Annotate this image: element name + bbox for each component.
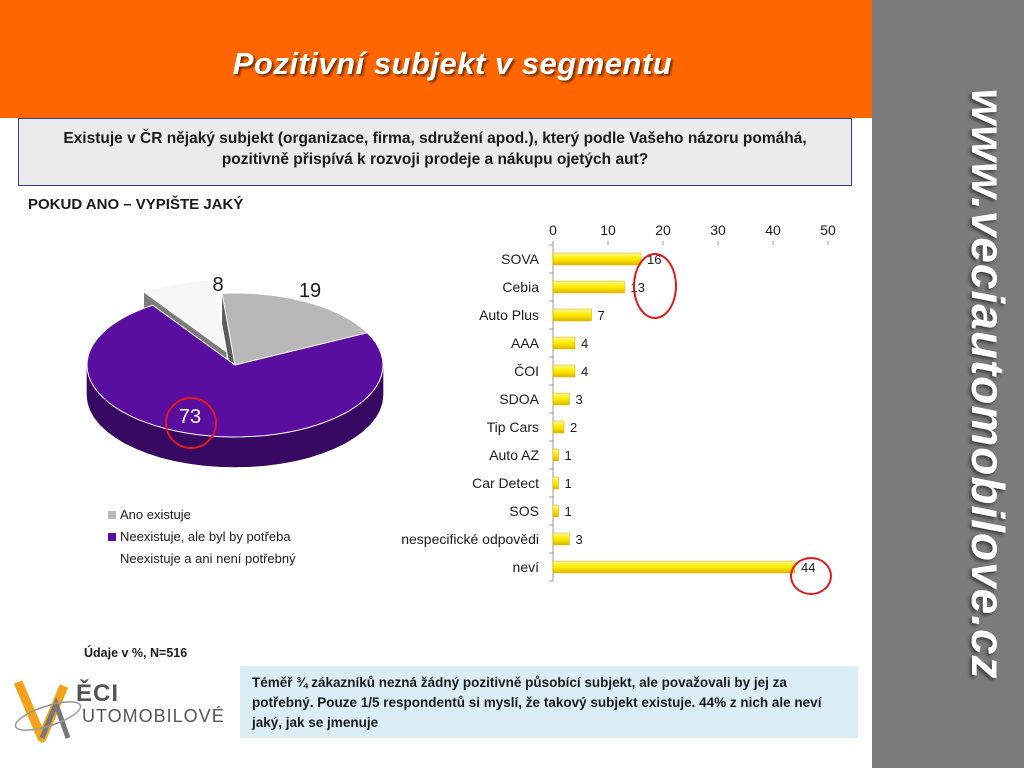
bar-category-label-10: nespecifické odpovědi	[401, 531, 539, 547]
bar-value-label-5: 3	[575, 392, 583, 407]
highlight-circle-pie	[165, 397, 217, 449]
summary-box	[240, 666, 858, 738]
bar-0	[553, 253, 641, 265]
bar-tick-label-50: 50	[820, 222, 836, 238]
bar-category-label-9: SOS	[509, 503, 539, 519]
bar-8	[553, 477, 559, 489]
bar-value-label-3: 4	[581, 336, 589, 351]
legend-item-neexistuje-nepotrebny	[108, 550, 296, 572]
summary-line-3: jaký, jak se jmenuje	[252, 715, 379, 730]
bar-tick-label-10: 10	[600, 222, 616, 238]
pie-value-label-1: 73	[178, 406, 202, 428]
summary-line-1: Téměř ¾ zákazníků nezná žádný pozitivně působící subjekt, ale považovali by jej za	[252, 675, 787, 690]
highlight-circle-nevi	[790, 557, 832, 595]
data-note: Údaje v %, N=516	[84, 646, 188, 660]
bar-category-label-5: SDOA	[499, 391, 539, 407]
bar-7	[553, 449, 559, 461]
bar-value-label-10: 3	[575, 532, 583, 547]
legend-label-neexistuje-potreba: Neexistuje, ale byl by potřeba	[120, 529, 291, 544]
pie-value-label-2: 8	[212, 274, 224, 296]
bar-category-label-2: Auto Plus	[479, 307, 539, 323]
legend-item-neexistuje-potreba	[108, 528, 296, 550]
bar-value-label-7: 1	[564, 448, 572, 463]
bar-category-label-4: ČOI	[514, 363, 539, 379]
legend-swatch-neexistuje-potreba	[108, 533, 116, 541]
bar-category-label-1: Cebia	[502, 279, 539, 295]
bar-9	[553, 505, 559, 517]
bar-category-label-3: AAA	[510, 335, 539, 351]
bar-value-label-4: 4	[581, 364, 589, 379]
bar-6	[553, 421, 564, 433]
question-box	[18, 118, 852, 186]
legend-label-neexistuje-nepotrebny: Neexistuje a ani není potřebný	[120, 551, 296, 566]
logo	[12, 676, 225, 744]
summary-line-2: potřebný. Pouze 1/5 respondentů si myslí, že takový subjekt existuje. 44% z nich ale neví	[252, 695, 822, 710]
bar-category-label-7: Auto AZ	[489, 447, 539, 463]
bar-category-label-0: SOVA	[501, 251, 539, 267]
bar-3	[553, 337, 575, 349]
bar-value-label-6: 2	[570, 420, 578, 435]
bar-5	[553, 393, 570, 405]
bar-value-label-8: 1	[564, 476, 572, 491]
bar-value-label-9: 1	[564, 504, 572, 519]
website-url: www.veciautomobilove.cz	[962, 88, 1014, 680]
bar-2	[553, 309, 592, 321]
logo-text-automobilove: UTOMOBILOVÉ	[82, 706, 225, 726]
legend-item-ano	[108, 506, 296, 528]
bar-value-label-2: 7	[597, 308, 605, 323]
question-line-1: Existuje v ČR nějaký subjekt (organizace, firma, sdružení apod.), který podle Vašeho názoru pomáhá,	[63, 130, 807, 147]
pie-value-label-0: 19	[298, 280, 322, 302]
legend-label-ano: Ano existuje	[120, 507, 191, 522]
bar-value-label-1: 13	[630, 280, 645, 295]
pie-chart	[70, 255, 400, 485]
bar-value-label-11: 44	[801, 560, 816, 575]
bar-tick-label-40: 40	[765, 222, 781, 238]
bar-category-label-6: Tip Cars	[486, 419, 539, 435]
bar-11	[553, 561, 795, 573]
bar-chart	[390, 210, 850, 595]
bar-tick-label-20: 20	[655, 222, 671, 238]
page-title: Pozitivní subjekt v segmentu	[232, 46, 673, 81]
logo-mark-icon	[12, 676, 82, 744]
bar-category-label-8: Car Detect	[472, 475, 539, 491]
bar-10	[553, 533, 570, 545]
question-line-2: pozitivně přispívá k rozvoji prodeje a nákupu ojetých aut?	[221, 151, 649, 168]
bar-tick-label-30: 30	[710, 222, 726, 238]
highlight-circle-sova-cebia	[630, 253, 677, 319]
pie-legend	[108, 506, 296, 572]
bar-tick-label-0: 0	[549, 222, 557, 238]
logo-text-veci: ĚCI	[76, 680, 120, 707]
bar-category-label-11: neví	[512, 559, 539, 575]
bar-4	[553, 365, 575, 377]
bar-value-label-0: 16	[647, 252, 662, 267]
sub-question: POKUD ANO – VYPIŠTE JAKÝ	[28, 196, 244, 213]
legend-swatch-ano	[108, 511, 116, 519]
header-bar	[0, 0, 872, 118]
bar-1	[553, 281, 625, 293]
